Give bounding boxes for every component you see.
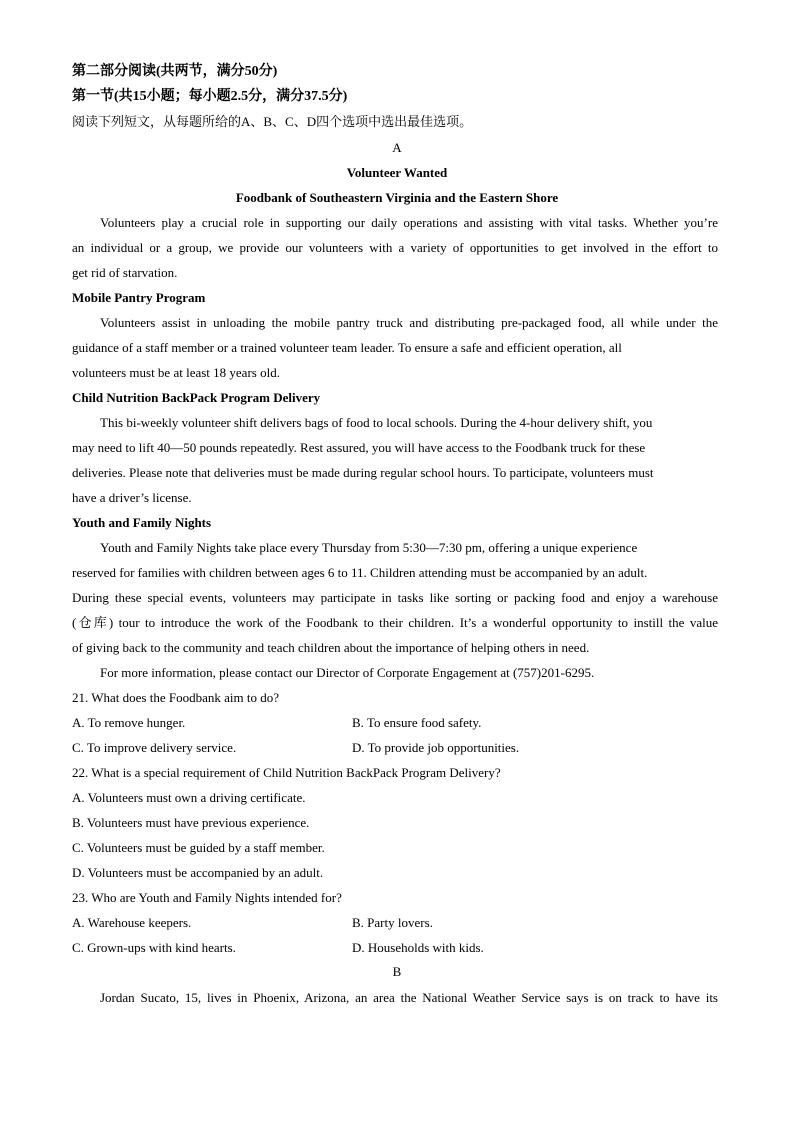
- paragraph-line: reserved for families with children between ages 6 to 11. Children attending must be accompanied by an adult.: [72, 565, 648, 580]
- question-23-option-b: B. Party lovers.: [352, 915, 433, 930]
- paragraph-line: This bi-weekly volunteer shift delivers bags of food to local schools. During the 4-hour delivery shift, you: [100, 415, 653, 430]
- question-21-option-c: C. To improve delivery service.: [72, 740, 237, 755]
- passage-a-subtitle: Foodbank of Southeastern Virginia and the Eastern Shore: [235, 190, 559, 205]
- question-22-option-b: B. Volunteers must have previous experience.: [72, 815, 310, 830]
- question-21-option-d: D. To provide job opportunities.: [352, 740, 520, 755]
- paragraph-line: deliveries. Please note that deliveries must be made during regular school hours. To participate, volunteers must: [72, 465, 654, 480]
- question-22-stem: 22. What is a special requirement of Child Nutrition BackPack Program Delivery?: [72, 765, 501, 780]
- question-22-option-d: D. Volunteers must be accompanied by an adult.: [72, 865, 324, 880]
- instruction: 阅读下列短文，从每题所给的A、B、C、D四个选项中选出最佳选项。: [72, 114, 473, 129]
- intro-line: an individual or a group, we provide our volunteers with a variety of opportunities to get involved in the effort to: [72, 240, 718, 255]
- question-23-stem: 23. Who are Youth and Family Nights intended for?: [72, 890, 342, 905]
- question-23-option-d: D. Households with kids.: [352, 940, 484, 955]
- passage-b-first-line: Jordan Sucato, 15, lives in Phoenix, Arizona, an area the National Weather Service says is on track to have its: [100, 990, 718, 1005]
- question-23-option-a: A. Warehouse keepers.: [72, 915, 192, 930]
- section-heading-mobile-pantry: Mobile Pantry Program: [72, 290, 206, 305]
- intro-line: get rid of starvation.: [72, 265, 178, 280]
- passage-b-label: B: [392, 964, 402, 979]
- paragraph-line: During these special events, volunteers may participate in tasks like sorting or packing food and enjoy a warehouse: [72, 590, 718, 605]
- section-heading-youth-family: Youth and Family Nights: [72, 515, 212, 530]
- intro-line: Volunteers play a crucial role in supporting our daily operations and assisting with vital tasks. Whether you’re: [100, 215, 718, 230]
- section-title: 第一节(共15小题；每小题2.5分，满分37.5分): [72, 89, 348, 104]
- part-title: 第二部分阅读(共两节，满分50分): [72, 64, 278, 79]
- paragraph-line: volunteers must be at least 18 years old.: [72, 365, 280, 380]
- question-21-option-a: A. To remove hunger.: [72, 715, 186, 730]
- contact-line: For more information, please contact our Director of Corporate Engagement at (757)201-6295.: [100, 665, 595, 680]
- paragraph-line: of giving back to the community and teach children about the importance of helping others in need.: [72, 640, 590, 655]
- paragraph-line: Youth and Family Nights take place every Thursday from 5:30—7:30 pm, offering a unique experience: [100, 540, 638, 555]
- question-22-option-a: A. Volunteers must own a driving certificate.: [72, 790, 306, 805]
- question-22-option-c: C. Volunteers must be guided by a staff member.: [72, 840, 325, 855]
- question-23-option-c: C. Grown-ups with kind hearts.: [72, 940, 236, 955]
- paragraph-line: guidance of a staff member or a trained volunteer team leader. To ensure a safe and efficient operation, all: [72, 340, 622, 355]
- paragraph-line: have a driver’s license.: [72, 490, 192, 505]
- passage-a-title: Volunteer Wanted: [346, 165, 448, 180]
- section-heading-backpack: Child Nutrition BackPack Program Delivery: [72, 390, 321, 405]
- question-21-option-b: B. To ensure food safety.: [352, 715, 482, 730]
- paragraph-line: may need to lift 40—50 pounds repeatedly. Rest assured, you will have access to the Foodbank truck for these: [72, 440, 646, 455]
- paragraph-line: Volunteers assist in unloading the mobile pantry truck and distributing pre-packaged food, all while under the: [100, 315, 718, 330]
- question-21-stem: 21. What does the Foodbank aim to do?: [72, 690, 280, 705]
- paragraph-line: (仓库) tour to introduce the work of the Foodbank to their children. It’s a wonderful opportunity to instill the value: [72, 615, 718, 630]
- passage-a-label: A: [392, 140, 402, 155]
